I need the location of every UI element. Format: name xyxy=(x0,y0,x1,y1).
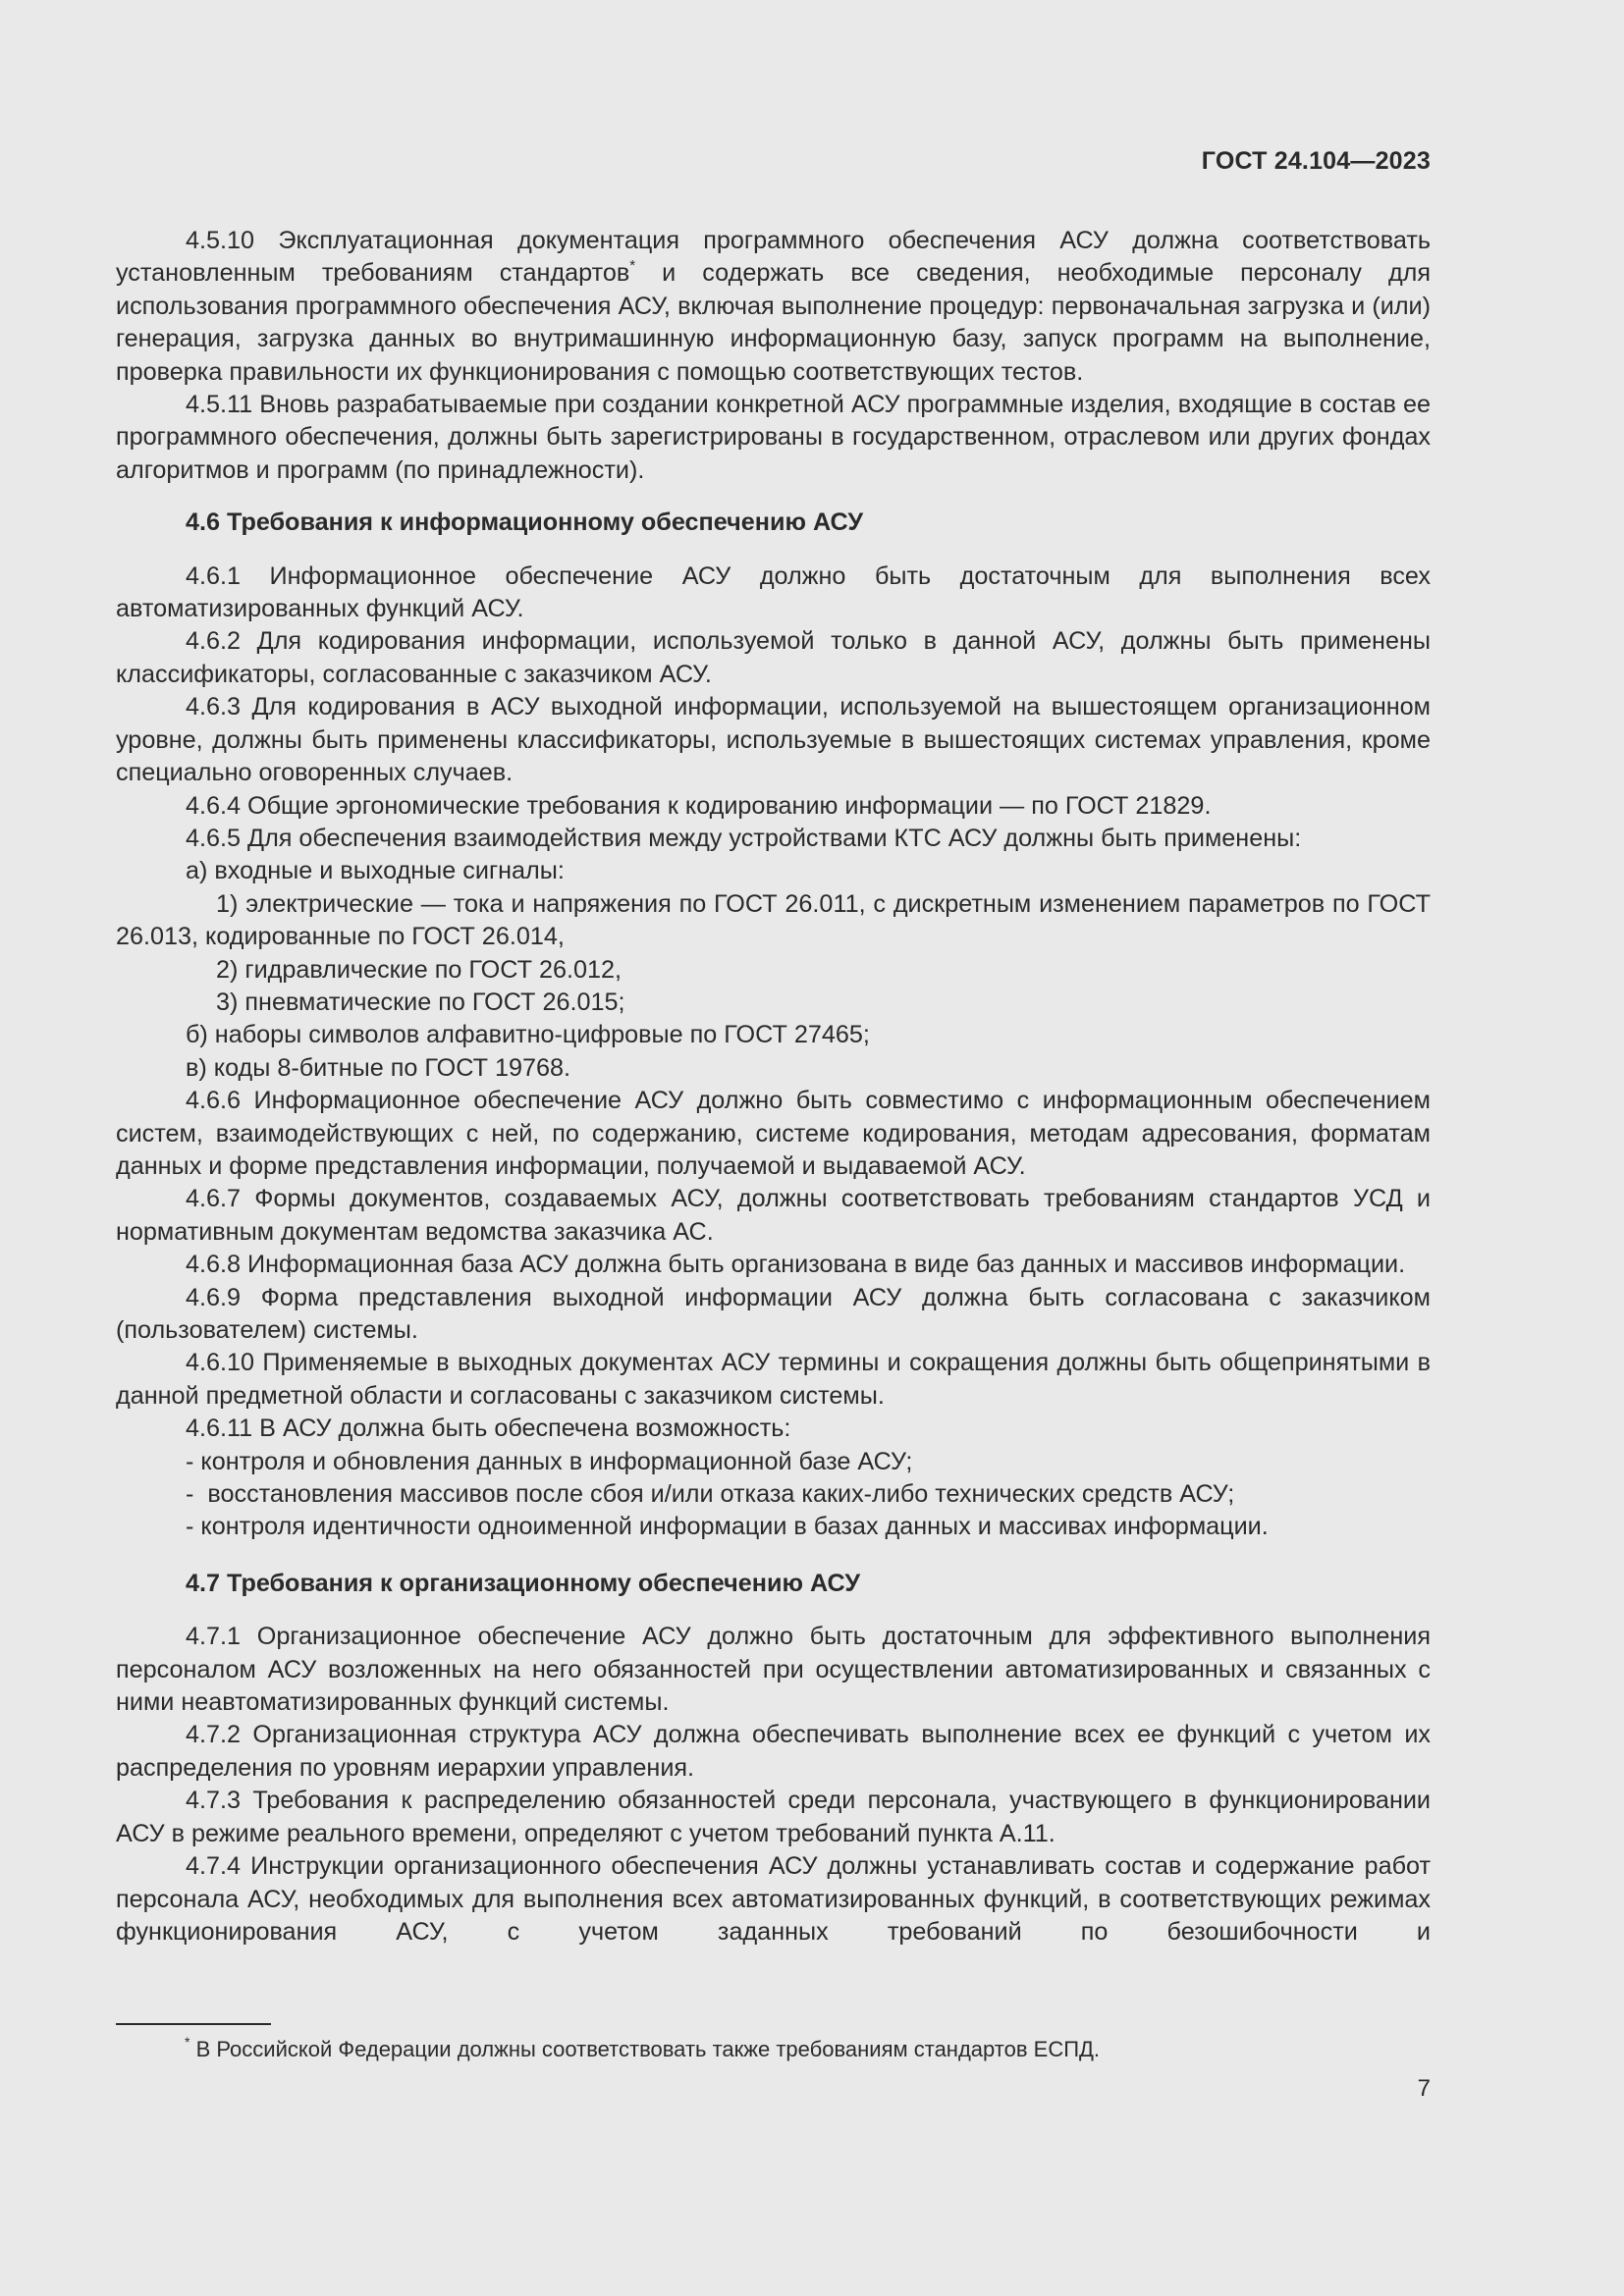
section-heading-4-6: 4.6 Требования к информационному обеспечению АСУ xyxy=(186,508,864,537)
list-item-a-3: 3) пневматические по ГОСТ 26.015; xyxy=(216,988,625,1016)
list-item-text: 1) электрические — тока и напряжения по ГОСТ 26.011, с дискретным изменением параметров по ГОСТ 26.013, кодированные по ГОСТ 26.014, xyxy=(116,889,1431,951)
paragraph-4-6-6: 4.6.6 Информационное обеспечение АСУ должно быть совместимо с информационным обеспечением систем, взаимодействующих с ней, по содержанию, системе кодирования, методам адресования, форматам данных и форме представления информации, получаемой и выдаваемой АСУ. xyxy=(116,1087,1431,1180)
dash-item-1: - контроля и обновления данных в информационной базе АСУ; xyxy=(186,1447,913,1475)
paragraph-4-6-8: 4.6.8 Информационная база АСУ должна быть организована в виде баз данных и массивов информации. xyxy=(186,1251,1406,1279)
paragraph-4-6-4: 4.6.4 Общие эргономические требования к кодированию информации — по ГОСТ 21829. xyxy=(186,791,1212,820)
paragraph-4-6-11: 4.6.11 В АСУ должна быть обеспечена возможность: xyxy=(186,1415,791,1443)
paragraph-4-7-1: 4.7.1 Организационное обеспечение АСУ должно быть достаточным для эффективного выполнения персоналом АСУ возложенных на него обязанностей при осуществлении автоматизированных и связанных с ними неавтоматизированных функций системы. xyxy=(116,1623,1431,1717)
footnote-mark: * xyxy=(185,2034,190,2050)
paragraph-4-6-5: 4.6.5 Для обеспечения взаимодействия между устройствами КТС АСУ должны быть применены: xyxy=(186,824,1302,852)
list-item-a-2: 2) гидравлические по ГОСТ 26.012, xyxy=(216,955,622,984)
paragraph-4-6-3: 4.6.3 Для кодирования в АСУ выходной информации, используемой на вышестоящем организационном уровне, должны быть применены классификаторы, используемые в вышестоящих системах управления, кроме специально оговоренных случаев. xyxy=(116,693,1431,787)
page-number: 7 xyxy=(1417,2075,1431,2102)
paragraph-4-6-2: 4.6.2 Для кодирования информации, используемой только в данной АСУ, должны быть применены классификаторы, согласованные с заказчиком АСУ. xyxy=(116,627,1431,688)
paragraph-4-6-1: 4.6.1 Информационное обеспечение АСУ должно быть достаточным для выполнения всех автоматизированных функций АСУ. xyxy=(116,561,1431,623)
list-item-b: б) наборы символов алфавитно-цифровые по ГОСТ 27465; xyxy=(186,1021,870,1049)
page-body xyxy=(116,225,1431,1949)
paragraph-text: и содержать все сведения, необходимые персоналу для использования программного обеспечения АСУ, включая выполнение процедур: первоначальная загрузка и (или) генерация, загрузка данных во внутримашинную информационную базу, запуск программ на выполнение, проверка правильности их функционирования с помощью соответствующих тестов. xyxy=(116,259,1432,386)
paragraph-4-7-4: 4.7.4 Инструкции организационного обеспечения АСУ должны устанавливать состав и содержание работ персонала АСУ, необходимых для выполнения всех автоматизированных функций, в соответствующих режимах функционирования АСУ, с учетом заданных требований по безошибочности и xyxy=(116,1852,1431,1946)
paragraph-4-6-9: 4.6.9 Форма представления выходной информации АСУ должна быть согласована с заказчиком (пользователем) системы. xyxy=(116,1283,1431,1344)
footnote xyxy=(185,2035,1100,2064)
list-item-a-1 xyxy=(116,888,1431,954)
dash-item-3: - контроля идентичности одноименной информации в базах данных и массивах информации. xyxy=(186,1513,1269,1541)
list-item-c: в) коды 8-битные по ГОСТ 19768. xyxy=(186,1053,571,1082)
paragraph-4-6-10: 4.6.10 Применяемые в выходных документах АСУ термины и сокращения должны быть общепринятыми в данной предметной области и согласованы с заказчиком системы. xyxy=(116,1349,1431,1410)
paragraph-text: 4.5.10 Эксплуатационная документация программного обеспечения АСУ должна соответствовать установленным требованиям стандартов xyxy=(116,227,1431,288)
paragraph-4-6-7: 4.6.7 Формы документов, создаваемых АСУ, должны соответствовать требованиям стандартов УСД и нормативным документам ведомства заказчика АС. xyxy=(116,1185,1431,1246)
section-heading-4-7: 4.7 Требования к организационному обеспечению АСУ xyxy=(186,1569,861,1597)
paragraph-4-7-3: 4.7.3 Требования к распределению обязанностей среди персонала, участвующего в функционировании АСУ в режиме реального времени, определяют с учетом требований пункта А.11. xyxy=(116,1787,1431,1847)
paragraph-4-5-11: 4.5.11 Вновь разрабатываемые при создании конкретной АСУ программные изделия, входящие в состав ее программного обеспечения, должны быть зарегистрированы в государственном, отраслевом или других фондах алгоритмов и программ (по принадлежности). xyxy=(116,391,1431,484)
footnote-divider xyxy=(116,2023,271,2025)
dash-item-2: - восстановления массивов после сбоя и/или отказа каких-либо технических средств АСУ; xyxy=(186,1480,1235,1509)
footnote-text: В Российской Федерации должны соответствовать также требованиям стандартов ЕСПД. xyxy=(189,2037,1101,2061)
paragraph-4-7-2: 4.7.2 Организационная структура АСУ должна обеспечивать выполнение всех ее функций с учетом их распределения по уровням иерархии управления. xyxy=(116,1721,1431,1782)
paragraph-4-5-10 xyxy=(116,225,1431,389)
list-item-a: а) входные и выходные сигналы: xyxy=(186,857,565,885)
footnote-reference: * xyxy=(629,257,636,275)
document-header: ГОСТ 24.104—2023 xyxy=(1201,147,1431,175)
